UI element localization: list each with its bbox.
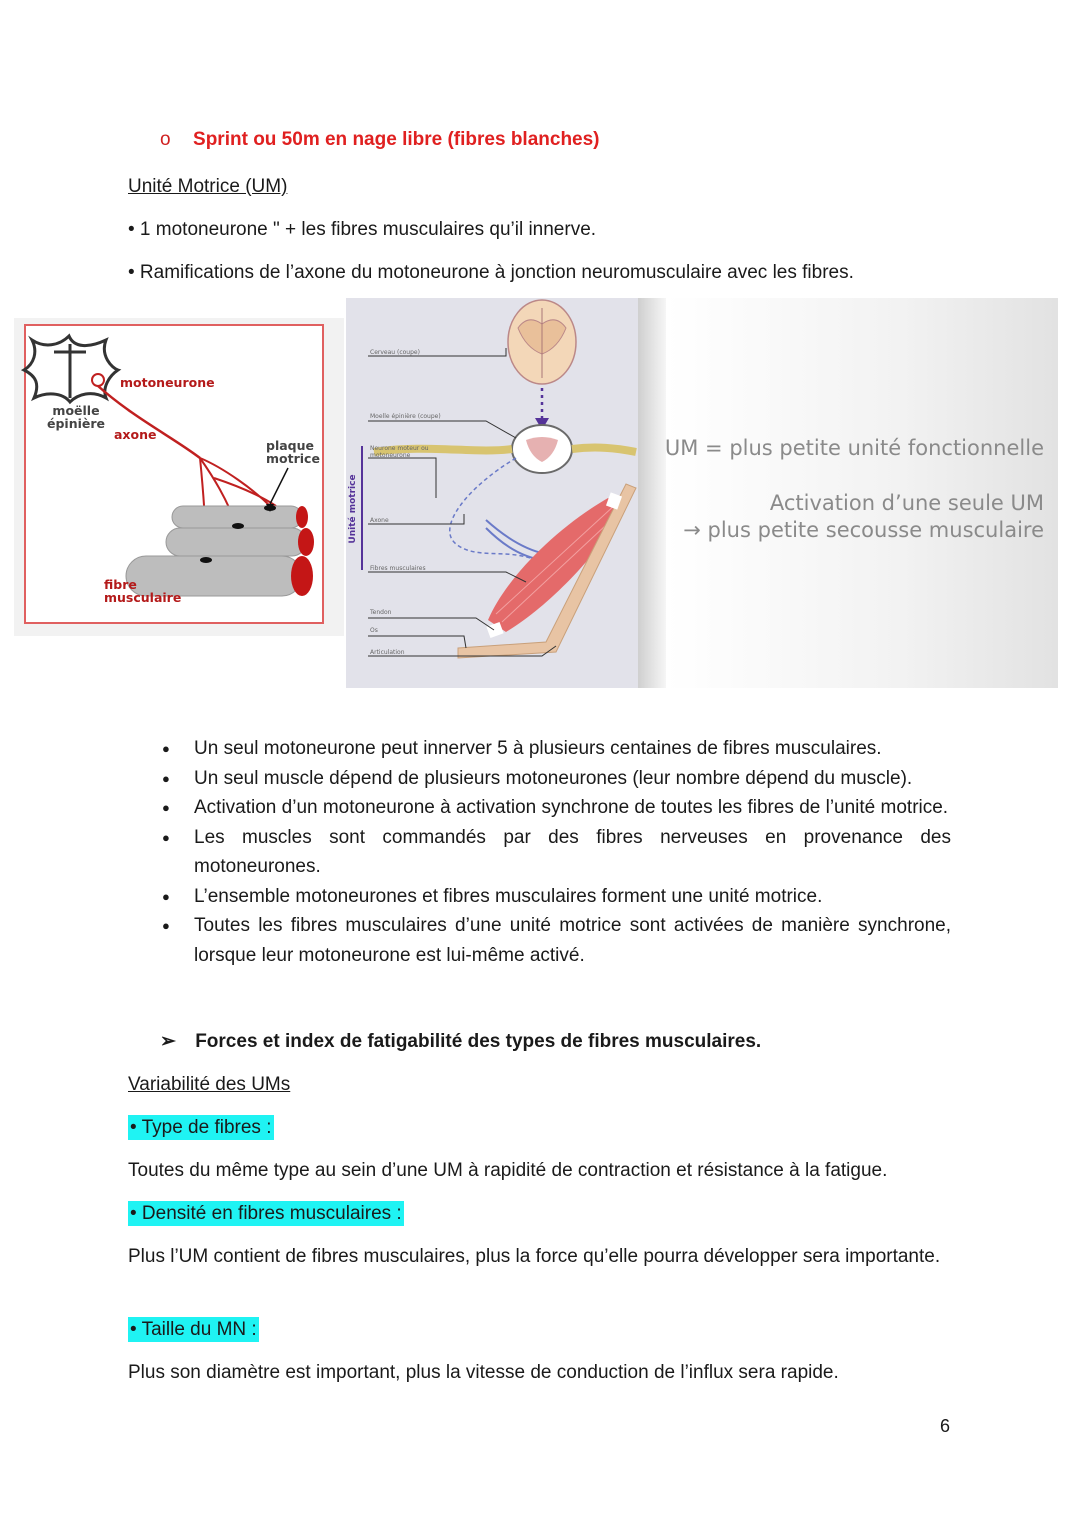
label-plaque-motrice: plaque motrice — [266, 438, 320, 466]
anatomy-illustration — [346, 298, 666, 688]
label-axone: axone — [114, 427, 157, 442]
figure-motor-unit-diagram — [14, 318, 344, 636]
um-line-1: • 1 motoneurone " + les fibres musculaires qu’il innerve. — [128, 219, 597, 240]
list-item: ● Un seul muscle dépend de plusieurs motoneurones (leur nombre dépend du muscle). — [128, 764, 951, 794]
label-fibres-musculaires: Fibres musculaires — [370, 565, 426, 572]
page-number: 6 — [940, 1416, 951, 1436]
label-tendon: Tendon — [370, 609, 392, 616]
header-item-text: Sprint ou 50m en nage libre (fibres blanches) — [193, 129, 600, 150]
caption-line-3: → plus petite secousse musculaire — [683, 518, 1044, 542]
list-item: ● Activation d’un motoneurone à activation synchrone de toutes les fibres de l’unité motrice. — [128, 793, 951, 823]
highlight-label-taille: • Taille du MN : — [130, 1319, 257, 1340]
caption-line-1: UM = plus petite unité fonctionnelle — [664, 436, 1044, 460]
figure-caption-panel — [666, 298, 1058, 688]
label-neurone-moteur: Neurone moteur ou motoneurone — [370, 445, 429, 459]
highlight-label-type: • Type de fibres : — [130, 1117, 272, 1138]
label-fibre-musculaire: fibre musculaire — [104, 577, 182, 605]
circle-bullet-icon: o — [160, 129, 171, 150]
list-item: ● L’ensemble motoneurones et fibres musculaires forment une unité motrice. — [128, 882, 951, 912]
list-item: ● Toutes les fibres musculaires d’une unité motrice sont activées de manière synchrone, lorsque leur motoneurone est lui-même activé. — [128, 911, 951, 970]
label-axone-mid: Axone — [370, 517, 389, 524]
header-item — [160, 129, 600, 151]
forces-heading — [160, 1027, 761, 1056]
paragraph-densite: Plus l’UM contient de fibres musculaires, plus la force qu’elle pourra développer sera importante. — [128, 1246, 941, 1267]
label-moelle: moëlle épinière — [46, 403, 105, 431]
label-os: Os — [370, 627, 378, 634]
figure-motor-unit-anatomy — [346, 298, 666, 688]
label-articulation: Articulation — [370, 649, 405, 656]
section-title-variabilite: Variabilité des UMs — [128, 1074, 291, 1095]
paragraph-taille: Plus son diamètre est important, plus la vitesse de conduction de l’influx sera rapide. — [128, 1362, 839, 1383]
label-unite-motrice-vertical: Unité motrice — [348, 474, 358, 544]
forces-heading-text: Forces et index de fatigabilité des types de fibres musculaires. — [195, 1031, 762, 1052]
label-cerveau: Cerveau (coupe) — [370, 349, 420, 356]
bullet-list — [128, 734, 951, 970]
caption-line-2: Activation d’une seule UM — [769, 491, 1044, 515]
label-motoneurone: motoneurone — [120, 375, 215, 390]
arrow-bullet-icon: ➢ — [160, 1031, 176, 1052]
highlight-label-densite: • Densité en fibres musculaires : — [130, 1203, 402, 1224]
paragraph-type: Toutes du même type au sein d’une UM à rapidité de contraction et résistance à la fatigue. — [128, 1160, 888, 1181]
list-item: ● Les muscles sont commandés par des fibres nerveuses en provenance des motoneurones. — [128, 823, 951, 882]
um-line-2: • Ramifications de l’axone du motoneurone à jonction neuromusculaire avec les fibres. — [128, 262, 854, 283]
label-moelle-coupe: Moelle épinière (coupe) — [370, 413, 441, 420]
list-item: ● Un seul motoneurone peut innerver 5 à plusieurs centaines de fibres musculaires. — [128, 734, 951, 764]
section-title-um: Unité Motrice (UM) — [128, 176, 288, 197]
